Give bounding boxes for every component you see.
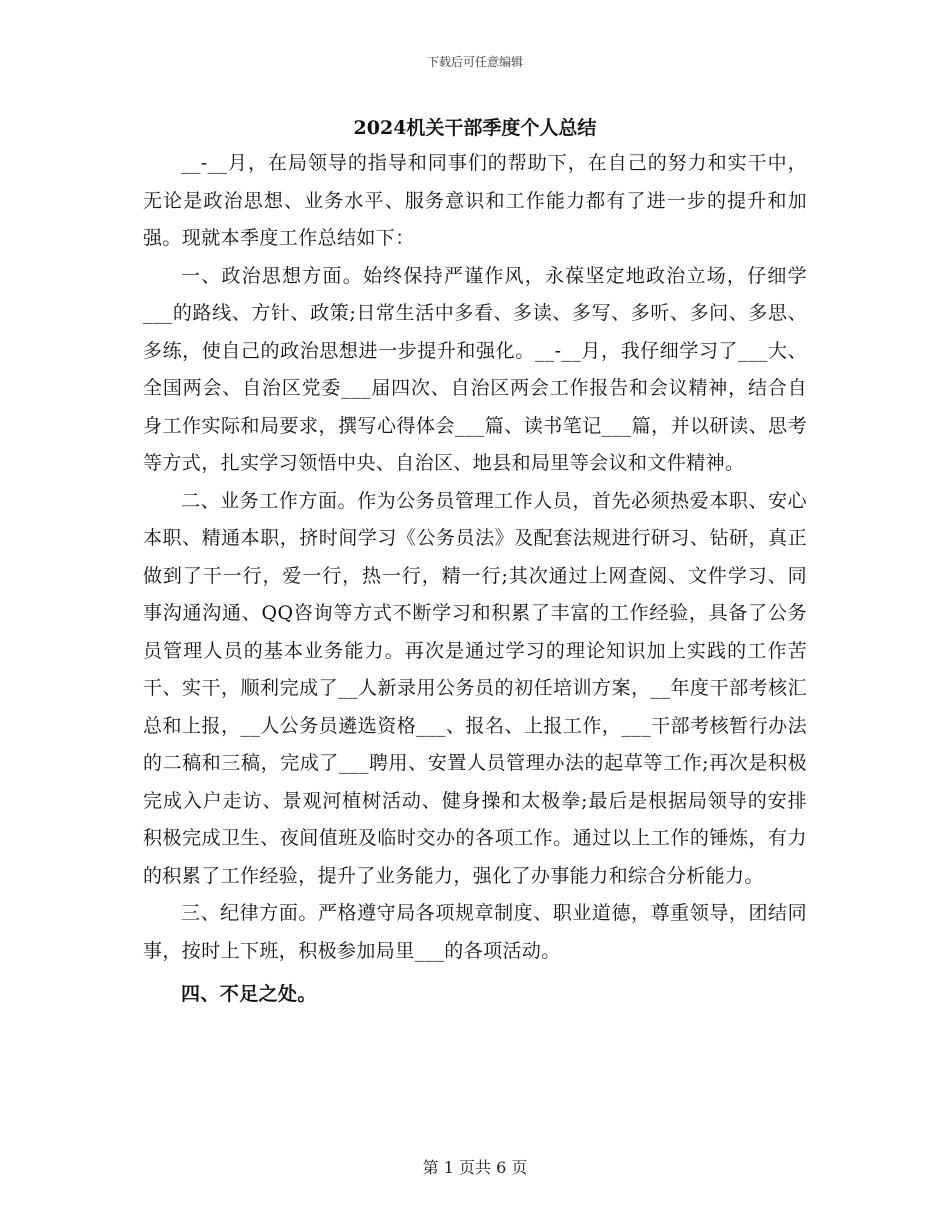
page-indicator: 第 1 页共 6 页: [422, 1158, 528, 1177]
header-note: 下载后可任意编辑: [426, 55, 523, 69]
section-heading-shortcomings: 四、不足之处。: [181, 983, 317, 1005]
paragraph-discipline: 三、纪律方面。严格遵守局各项规章制度、职业道德，尊重领导，团结同事，按时上下班，积极参加局里___的各项活动。: [143, 902, 807, 962]
paragraph-intro: __-__月，在局领导的指导和同事们的帮助下，在自己的努力和实干中，无论是政治思想、业务水平、服务意识和工作能力都有了进一步的提升和加强。现就本季度工作总结如下：: [143, 152, 807, 249]
paragraph-business: 二、业务工作方面。作为公务员管理工作人员，首先必须热爱本职、安心本职、精通本职，挤时间学习《公务员法》及配套法规进行研习、钻研，真正做到了干一行，爱一行，热一行，精一行;其次通过上网查阅、文件学习、同事沟通沟通、QQ咨询等方式不断学习和积累了丰富的工作经验，具备了公务员管理人员的基本业务能力。再次是通过学习的理论知识加上实践的工作苦干、实干，顺利完成了__人新录用公务员的初任培训方案，__年度干部考核汇总和上报，__人公务员遴选资格___、报名、上报工作，___干部考核暂行办法的二稿和三稿，完成了___聘用、安置人员管理办法的起草等工作;再次是积极完成入户走访、景观河植树活动、健身操和太极拳;最后是根据局领导的安排积极完成卫生、夜间值班及临时交办的各项工作。通过以上工作的锤炼，有力的积累了工作经验，提升了业务能力，强化了办事能力和综合分析能力。: [143, 489, 807, 887]
paragraph-political: 一、政治思想方面。始终保持严谨作风，永葆坚定地政治立场，仔细学___的路线、方针、政策;日常生活中多看、多读、多写、多听、多问、多思、多练，使自己的政治思想进一步提升和强化。__-__月，我仔细学习了___大、全国两会、自治区党委___届四次、自治区两会工作报告和会议精神，结合自身工作实际和局要求，撰写心得体会___篇、读书笔记___篇，并以研读、思考等方式，扎实学习领悟中央、自治区、地县和局里等会议和文件精神。: [143, 264, 807, 474]
document-body: [143, 145, 807, 1014]
document-title: 2024机关干部季度个人总结: [353, 117, 597, 139]
